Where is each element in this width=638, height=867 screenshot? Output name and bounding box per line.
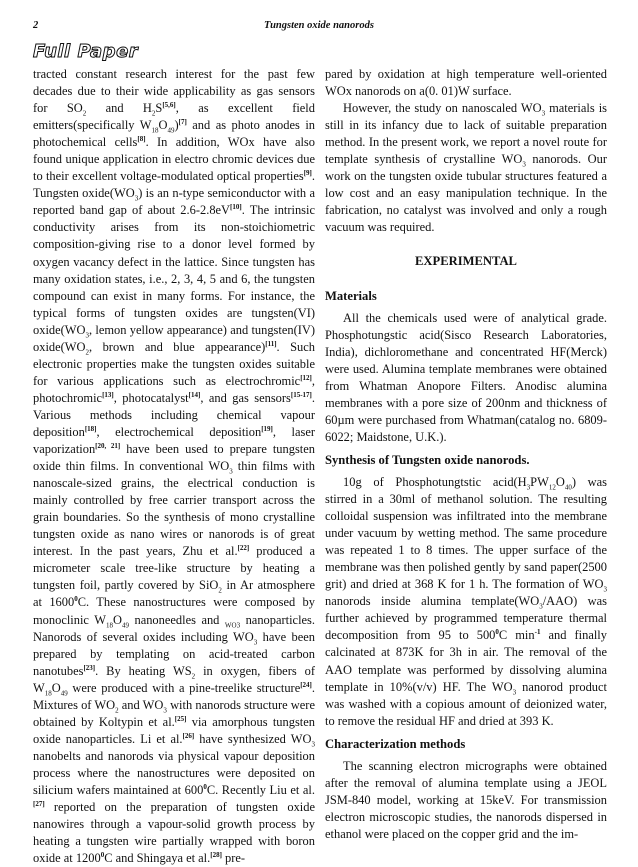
section-heading-experimental: EXPERIMENTAL: [415, 254, 517, 269]
full-paper-logo: Full Paper: [33, 41, 139, 62]
body-paragraph: 10g of Phosphotungtstic $acid(H_3PW_{12}O_{40})$ was stirred in a 30ml of methanol solution. The resulting colloidal suspension was infiltrated into the membrane under vacuum by wetting method. The same procedure was repeated 1 to 8 times. The upper surface of the membrane was then polished gently by sand paper(2500 grit) and dried at 368 K for 1 h. The formation of $WO_3$ nanorods inside alumina $template(WO_3/AAO)$ was further achieved by programmed temperature thermal decomposition from 95 to $500^0C$ $\min^{-1}$ and finally calcinated at 873K for 3h in air. The removal of the AAO template was performed by dissolving alumina template in 10%(v/v) HF. The $WO_3$ nanorod product was washed with a copious amount of deionized water, to remove the residual HF and dried at 393 K.: [325, 474, 608, 728]
subsection-heading-materials: Materials: [325, 288, 377, 303]
body-paragraph: tracted constant research interest for the past few decades due to their wide applicability as gas sensors for $SO_2$ and $H_2S[5,6]$, as excellent field emitters(specifically $W_{18}O_{49})[7]$ and as photo anodes in photochemical cells[8]. In addition, WOx have also found unique application in electro chromic devices due to their excellent voltage-modulated optical properties[9]. Tungsten $oxide(WO_3)$ is an n-type semiconductor with a reported band gap of about 2.6-2.8eV[10]. The intrinsic conductivity arises from its non-stoichiometric composition-giving rise to a donor level formed by oxygen vacancy defect in the lattice. Since tungsten has many oxidation states, i.e., 2, 3, 4, 5 and 6, the tungsten compound can exist in many forms. For instance, the typical forms of tungsten oxides are tungsten(VI) $oxide(WO_3$, lemon yellow appearance) and tungsten(IV) $oxide(WO_2$, brown and blue appearance)[11]. Such electronic properties make the tungsten oxides suitable for various applications such as electrochromic[12], photochromic[13], photocatalyst[14], and gas sensors[15-17]. Various methods including chemical vapour deposition[18], electrochemical deposition[19], laser vaporization[20, 21] have been used to prepare tungsten oxide thin films. In conventional $WO_3$ thin films with nanoscale-sized grains, the electrical conduction is mainly controlled by free carrier transport across the grain boundaries. So the synthesis of mono crystalline tungsten oxide as nano wires or nanorods is of great interest. In the past years, Zhu et al.[22] produced a micrometer scale tree-like structure by heating a tungsten foil, partly covered by SiO$_2$ in Ar atmosphere at 1600$^0$C. These nanostructures were composed by monoclinic $W_{18}O_{49}$ nanoneedles and $_{WO3}$ nanoparticles. Nanorods of several oxides including $WO_3$ have been prepared by templating on acid-treated carbon nanotubes[23]. By heating $WS_2$ in oxygen, fibers of $W_{18}O_{49}$ were produced with a pine-treelike structure[24]. Mixtures of $WO_2$ and $WO_3$ with nanorods structure were obtained by Koltypin et al.[25] via amorphous tungsten oxide nanoparticles. Li et al.[26] have synthesized $WO_3$ nanobelts and nanorods via physical vapour deposition process where the nanostructures were deposited on silicium wafers maintained at $600^0C$. Recently Liu et al.[27] reported on the preparation of tungsten oxide nanowires through a vapour-solid growth process by heating a tungsten wire partially wrapped with boron oxide at 1200$^0$C and Shingaya et al.[28] pre-: [33, 67, 315, 866]
body-paragraph: However, the study on nanoscaled $WO_3$ materials is still in its infancy due to lack of suitable preparation method. In the present work, we report a novel route for template synthesis of crystalline $WO_3$ nanorods. Our work on the tungsten oxide tubular structures featured a low cost and an easy manipulation technique. In the fabrication, no catalyst was involved and only a rough vacuum was required.: [325, 101, 607, 235]
running-header: [33, 20, 605, 36]
subsection-heading-characterization: Characterization methods: [325, 736, 466, 751]
running-title: Tungsten oxide nanorods: [264, 20, 374, 31]
right-column: [325, 66, 607, 843]
body-paragraph: The scanning electron micrographs were obtained after the removal of alumina template using a JEOL JSM-840 model, working at 15keV. For transmission electron microscopic studies, the nanorods dispersed in ethanol were placed on the copper grid and the im-: [325, 758, 607, 841]
body-paragraph: All the chemicals used were of analytical grade. Phosphotungstic acid(Sisco Research Laboratories, India), dichloromethane and concentrated HF(Merck) were used. Alumina template membranes were obtained from Whatman Anopore Filters. Anodisc alumina membranes with a pore size of 200nm and thickness of 60µm were purchased from Whatman(catalog no. 6809-6022; Maidstone, U.K.).: [325, 310, 607, 444]
body-paragraph: pared by oxidation at high temperature well-oriented WOx nanorods on a(0. 01)W surface.: [325, 67, 607, 99]
page-number: 2: [33, 20, 39, 31]
left-column: [33, 66, 315, 867]
subsection-heading-synthesis: Synthesis of Tungsten oxide nanorods.: [325, 452, 530, 467]
